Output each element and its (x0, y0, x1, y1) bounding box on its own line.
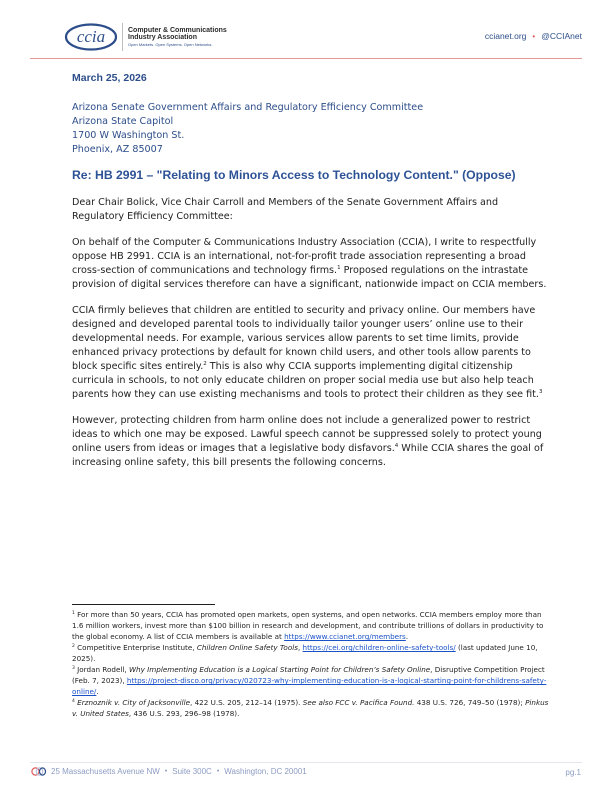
footnote-text: . (96, 687, 99, 696)
location-rings-icon (31, 767, 47, 776)
logo-divider (122, 23, 123, 51)
paragraph-2 (72, 304, 552, 402)
footnotes (72, 609, 550, 719)
paragraph-text: This is also why CCIA supports implementing digital citizenship curricula in schools, to not only educate children on proper social media use but also help teach parents how they can use existing mechanisms and tools to protect their children as they see fit. (72, 360, 539, 400)
footnote-ref[interactable]: 2 (203, 360, 207, 367)
footnote-number: 3 (72, 666, 75, 671)
footnote-text: Jordan Rodell, (74, 665, 129, 674)
paragraph-3 (72, 414, 552, 470)
footnote-separator (72, 604, 215, 605)
footer-separator: • (216, 768, 220, 775)
letter-body (72, 72, 552, 470)
website-link[interactable]: ccianet.org (484, 31, 527, 41)
paragraph-text: Proposed regulations on the intrastate provision of digital services therefore can have a significant, nationwide impact on CCIA members. (72, 264, 547, 290)
footnote-text: . (405, 632, 409, 641)
footnote-title: Why Implementing Education is a Logical Starting Point for Children’s Safety Online (128, 665, 431, 674)
logo-name-line2: Industry Association (128, 33, 197, 41)
footer-address (31, 767, 307, 776)
citation-text: 438 U.S. 726, 749–50 (1978); (414, 698, 526, 707)
page-number: pg.1 (565, 768, 581, 777)
footer-separator: • (164, 768, 168, 775)
footnote-link[interactable]: https://project-disco.org/privacy/020723-why-implementing-education-is-a-logical-starting-point-for-childrens-safety-online/ (72, 676, 547, 696)
social-handle-link[interactable]: @CCIAnet (541, 31, 582, 41)
footnote-number: 1 (72, 611, 75, 616)
footnote-link[interactable]: https://cei.org/children-online-safety-tools/ (302, 643, 456, 652)
case-name: Pinkus v. United States (72, 698, 549, 718)
case-name: See also FCC v. Pacifica Found. (302, 698, 415, 707)
paragraph-text: However, protecting children from harm online does not include a generalized power to restrict ideas to which one may be exposed. Lawful speech cannot be suppressed solely to protect young online users from ideas or images that a legislative body disfavors. (72, 414, 542, 454)
paragraph-1 (72, 236, 552, 292)
footnote-ref[interactable]: 1 (337, 264, 341, 271)
footnote-text: , Disruptive Competition Project (Feb. 7, 2023), (72, 665, 545, 685)
footnote-2 (72, 642, 550, 664)
footer-street: 25 Massachusetts Avenue NW (51, 767, 160, 776)
citation-text: , 436 U.S. 293, 296–98 (1978). (128, 709, 240, 718)
recipient-line: Arizona Senate Government Affairs and Regulatory Efficiency Committee (72, 102, 424, 113)
footnote-text: , (297, 643, 303, 652)
footnote-number: 4 (72, 699, 75, 704)
header-separator: • (532, 31, 536, 41)
ccia-logo-mark-icon (64, 22, 120, 52)
recipient-line: 1700 W Washington St. (72, 130, 185, 141)
footer-rule (30, 762, 582, 763)
letterhead (0, 0, 612, 62)
footnote-text: For more than 50 years, CCIA has promoted open markets, open systems, and open networks. CCIA members employ more than 1.6 million workers, invest more than $100 billion in research and development, and contribute trillions of dollars in productivity to the global economy. A list of CCIA members is available at (72, 610, 544, 641)
ccia-logo (64, 22, 227, 52)
recipient-line: Phoenix, AZ 85007 (72, 144, 163, 155)
footnote-text: (last updated June 10, 2025). (72, 643, 538, 663)
logo-name-line1: Computer & Communications (128, 26, 227, 34)
case-name: Erznoznik v. City of Jacksonville (77, 698, 190, 707)
footnote-link[interactable]: https://www.ccianet.org/members (284, 632, 406, 641)
footer-suite: Suite 300C (172, 767, 212, 776)
footnote-4 (72, 697, 550, 719)
letter-date: March 25, 2026 (72, 72, 147, 84)
header-rule (30, 58, 582, 59)
svg-text:ccia: ccia (76, 27, 106, 46)
footnote-number: 2 (72, 644, 75, 649)
footnote-text: Competitive Enterprise Institute, (74, 643, 197, 652)
paragraph-text: CCIA firmly believes that children are entitled to security and privacy online. Our members have designed and developed parental tools to individually tailor younger users’ online use to their developmental needs. For example, various services allow parents to set time limits, provide enhanced privacy protections by default for known child users, and other tools allow parents to block specific sites entirely. (72, 304, 536, 372)
footnote-3 (72, 664, 550, 697)
footnote-title: Children Online Safety Tools (196, 643, 298, 652)
footnote-ref[interactable]: 4 (394, 442, 399, 449)
paragraph-text: While CCIA shares the goal of increasing online safety, this bill presents the following concerns. (72, 442, 544, 468)
citation-text: , 422 U.S. 205, 212–14 (1975). (190, 698, 303, 707)
recipient-line: Arizona State Capitol (72, 116, 174, 127)
header-links (485, 31, 582, 41)
subject-line: Re: HB 2991 – "Relating to Minors Access to Technology Content." (Oppose) (72, 168, 516, 182)
logo-tagline: Open Markets. Open Systems. Open Networks. (128, 42, 213, 48)
paragraph-text: On behalf of the Computer & Communications Industry Association (CCIA), I write to respectfully oppose HB 2991. CCIA is an international, not-for-profit trade association representing a broad cross-section of communications and technology firms. (72, 236, 537, 276)
footnote-1 (72, 609, 550, 642)
recipient-address (72, 101, 552, 157)
footer-city: Washington, DC 20001 (224, 767, 307, 776)
footnote-ref[interactable]: 3 (538, 388, 543, 395)
salutation: Dear Chair Bolick, Vice Chair Carroll and Members of the Senate Government Affairs and Regulatory Efficiency Committee: (72, 196, 499, 222)
